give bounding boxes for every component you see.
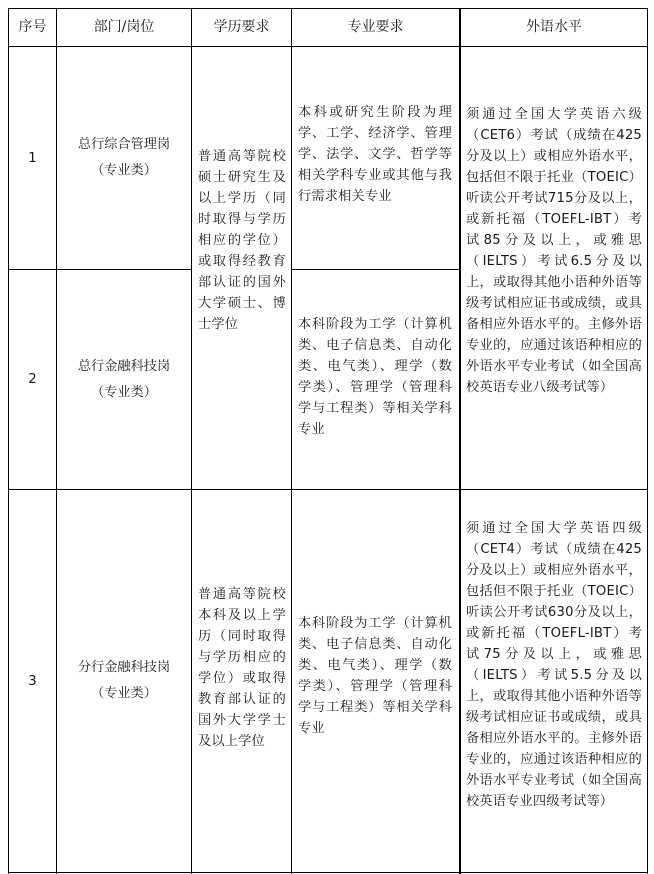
lang-cet6-requirement: 须通过全国大学英语六级（CET6）考试（成绩在425分及以上）或相应外语水平，包括但不限于托业（TOEIC）听读公开考试715分及以上，或新托福（TOEFL-IBT）考试85分及以上，或雅思（IELTS）考试6.5分及以上，或取得其他小语种外语等级考试相应证书或成绩，或具备相应外语水平的。主修外语专业的，应通过该语种相应的外语水平专业考试（如全国高校英语专业八级考试等）: [466, 107, 642, 395]
row2-dept-category: （专业类）: [91, 384, 157, 400]
row2-dept: [57, 270, 191, 489]
lang-cet4-requirement: 须通过全国大学英语四级（CET4）考试（成绩在425分及以上）或相应外语水平，包括但不限于托业（TOEIC）听读公开考试630分及以上，或新托福（TOEFL-IBT）考试75分及以上，或雅思（IELTS）考试5.5分及以上，或取得其他小语种外语等级考试相应证书或成绩，或具备相应外语水平的。主修外语专业的，应通过该语种相应的外语水平专业考试（如全国高校英语专业四级考试等）: [466, 521, 642, 809]
row3-major: 本科阶段为工学（计算机类、电子信息类、自动化类、电气类）、理学（数学类）、管理学（管理科学与工程类）等相关学科专业: [298, 616, 452, 736]
row1-dept: [57, 47, 191, 269]
row1-major: 本科或研究生阶段为理学、工学、经济学、管理学、法学、文学、哲学等相关学科专业或其他与我行需求相关专业: [298, 105, 452, 204]
row2-seq: 2: [28, 372, 37, 387]
col-divider-2: [191, 8, 192, 874]
row2-major: 本科阶段为工学（计算机类、电子信息类、自动化类、电气类）、理学（数学类）、管理学（管理科学与工程类）等相关学科专业: [298, 317, 452, 437]
row1-dept-title: 总行综合管理岗: [77, 137, 171, 152]
border-right: [647, 8, 648, 874]
header-seq: 序号: [18, 19, 47, 35]
header-lang: 外语水平: [526, 19, 582, 35]
row1-dept-category: （专业类）: [91, 163, 157, 178]
border-bottom: [8, 872, 648, 873]
recruitment-table: [8, 8, 648, 874]
row2-dept-title: 总行金融科技岗: [77, 358, 171, 374]
border-row1-bottom-major: [291, 269, 459, 270]
header-major: 专业要求: [347, 19, 404, 35]
col-divider-4: [459, 8, 461, 874]
header-dept: 部门/岗位: [93, 19, 155, 35]
row3-seq: 3: [28, 673, 37, 689]
row3-dept: [57, 490, 191, 872]
row1-seq: 1: [28, 150, 37, 166]
edu-bachelor-requirement: 普通高等院校本科及以上学历（同时取得与学历相应的学位）或取得教育部认证的国外大学学士及以上学位: [198, 587, 286, 749]
row3-dept-title: 分行金融科技岗: [77, 660, 171, 675]
header-edu: 学历要求: [213, 19, 270, 35]
col-divider-3: [291, 8, 292, 874]
row3-dept-category: （专业类）: [91, 686, 157, 701]
edu-master-requirement: 普通高等院校硕士研究生及以上学历（同时取得与学历相应的学位）或取得经教育部认证的国外大学硕士、博士学位: [198, 149, 286, 332]
